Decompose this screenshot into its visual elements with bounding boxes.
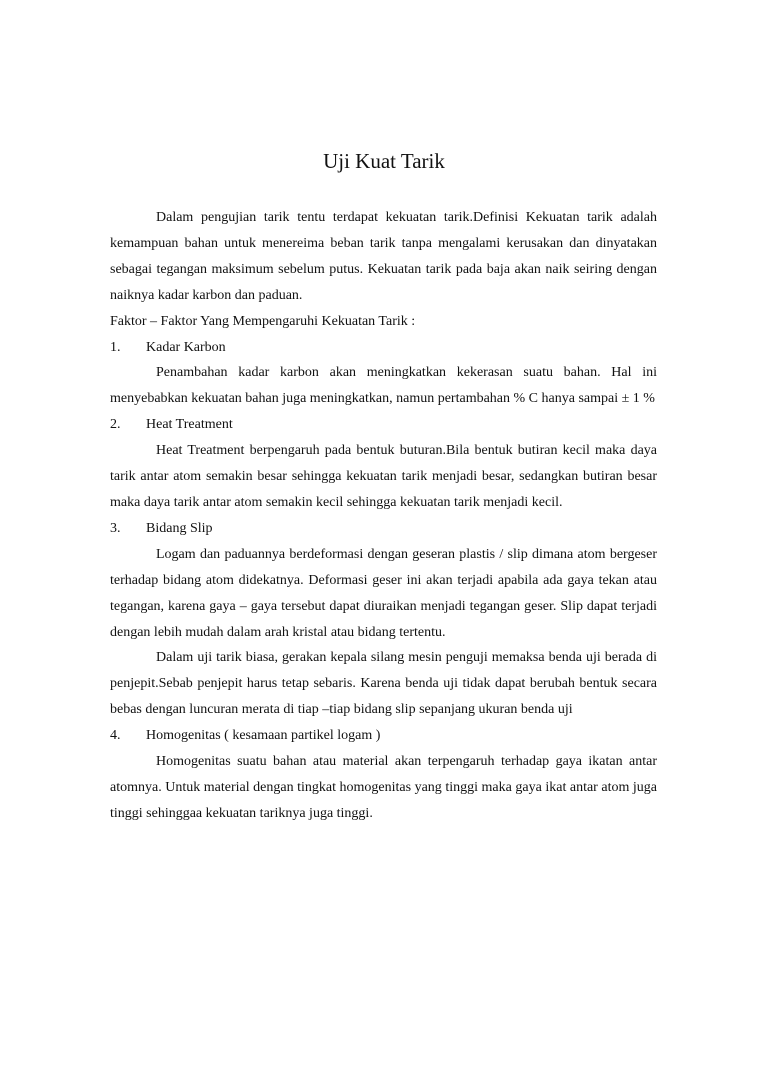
section-paragraph: Homogenitas suatu bahan atau material akan terpengaruh terhadap gaya ikatan antar atomnya. Untuk material dengan tingkat homogenitas yang tinggi maka gaya ikat antar atom juga tinggi sehinggaa kekuatan tariknya juga tinggi. <box>110 754 657 821</box>
document-body <box>110 205 657 827</box>
section-title: Kadar Karbon <box>146 339 226 355</box>
section-heading <box>110 516 657 542</box>
intro-paragraph: Dalam pengujian tarik tentu terdapat kekuatan tarik.Definisi Kekuatan tarik adalah kemampuan bahan untuk menereima beban tarik tanpa mengalami kerusakan dan dinyatakan sebagai tegangan maksimum sebelum putus. Kekuatan tarik pada baja akan naik seiring dengan naiknya kadar karbon dan paduan. <box>110 210 657 303</box>
section-title: Heat Treatment <box>146 417 233 433</box>
section-number: 4. <box>110 728 121 744</box>
section-paragraph: Penambahan kadar karbon akan meningkatkan kekerasan suatu bahan. Hal ini menyebabkan kekuatan bahan juga meningkatkan, namun pertambahan % C hanya sampai ± 1 % <box>110 365 657 407</box>
section-heading <box>110 335 657 361</box>
section-paragraph: Logam dan paduannya berdeformasi dengan geseran plastis / slip dimana atom bergeser terhadap bidang atom didekatnya. Deformasi geser ini akan terjadi apabila ada gaya tekan atau tegangan, karena gaya – gaya tersebut dapat diuraikan menjadi tegangan geser. Slip dapat terjadi dengan lebih mudah dalam arah kristal atau bidang tertentu. <box>110 546 657 640</box>
section-homogenitas <box>110 723 657 827</box>
section-heat-treatment <box>110 412 657 516</box>
section-title: Bidang Slip <box>146 520 213 536</box>
section-paragraph: Heat Treatment berpengaruh pada bentuk buturan.Bila bentuk butiran kecil maka daya tarik antar atom semakin besar sehingga kekuatan tarik menjadi besar, sedangkan butiran besar maka daya tarik antar atom semakin kecil sehingga kekuatan tarik menjadi kecil. <box>110 443 657 510</box>
section-number: 1. <box>110 339 121 355</box>
section-title: Homogenitas ( kesamaan partikel logam ) <box>146 728 381 744</box>
section-kadar-karbon <box>110 335 657 413</box>
factors-heading: Faktor – Faktor Yang Mempengaruhi Kekuatan Tarik : <box>110 313 416 329</box>
section-number: 3. <box>110 520 121 536</box>
page-title: Uji Kuat Tarik <box>323 149 445 173</box>
section-number: 2. <box>110 417 121 433</box>
section-bidang-slip <box>110 516 657 723</box>
section-heading <box>110 723 657 749</box>
section-heading <box>110 412 657 438</box>
section-paragraph: Dalam uji tarik biasa, gerakan kepala silang mesin penguji memaksa benda uji berada di penjepit.Sebab penjepit harus tetap sebaris. Karena benda uji tidak dapat berubah bentuk secara bebas dengan luncuran merata di tiap –tiap bidang slip sepanjang ukuran benda uji <box>110 650 657 718</box>
